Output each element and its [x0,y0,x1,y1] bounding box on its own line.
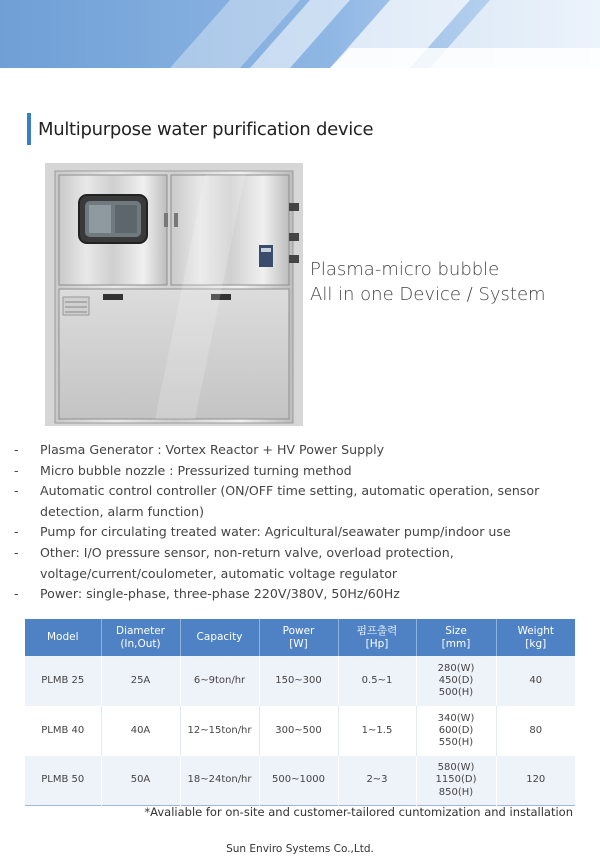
feature-item: - Other: I/O pressure sensor, non-return valve, overload protection, voltage/current/coulometer, automatic voltage regulator [14,544,454,581]
cell-pump: 2~3 [338,756,416,806]
cell-size: 280(W) 450(D) 500(H) [416,656,496,706]
col-header-pump-output: 펌프출력 [Hp] [338,619,416,656]
feature-item: - Micro bubble nozzle : Pressurized turning method [14,462,352,478]
cell-size: 340(W) 600(D) 550(H) [416,706,496,756]
section-title [27,113,373,145]
product-tagline [310,257,546,307]
cell-diameter: 25A [101,656,180,706]
cell-size: 580(W) 1150(D) 850(H) [416,756,496,806]
cell-model: PLMB 50 [25,756,101,806]
col-header-size: Size [mm] [416,619,496,656]
col-header-power: Power [W] [259,619,338,656]
col-header-capacity: Capacity [180,619,259,656]
cell-pump: 0.5~1 [338,656,416,706]
cell-model: PLMB 40 [25,706,101,756]
cell-capacity: 18~24ton/hr [180,756,259,806]
cell-capacity: 6~9ton/hr [180,656,259,706]
table-row [25,756,575,806]
page-title: Multipurpose water purification device [38,118,374,140]
cell-power: 300~500 [259,706,338,756]
col-header-weight: Weight [kg] [496,619,575,656]
cell-diameter: 40A [101,706,180,756]
spec-table [25,619,575,806]
cell-diameter: 50A [101,756,180,806]
title-accent-bar [27,113,31,145]
feature-item: - Automatic control controller (ON/OFF time setting, automatic operation, sensor detection, alarm function) [14,483,540,519]
feature-item: - Pump for circulating treated water: Agricultural/seawater pump/indoor use [14,524,511,540]
cell-weight: 40 [496,656,575,706]
cell-weight: 80 [496,706,575,756]
cell-power: 500~1000 [259,756,338,806]
feature-item: - Power: single-phase, three-phase 220V/380V, 50Hz/60Hz [14,586,400,602]
col-header-diameter: Diameter (In,Out) [101,619,180,656]
table-row [25,706,575,756]
tagline-line-1: Plasma-micro bubble [310,259,500,280]
footnote: *Avaliable for on-site and customer-tailored cuntomization and installation [144,805,573,819]
feature-list [14,440,574,605]
cell-model: PLMB 25 [25,656,101,706]
tagline-line-2: All in one Device / System [310,284,546,305]
header-banner [0,0,600,68]
cell-pump: 1~1.5 [338,706,416,756]
device-photo [45,163,303,426]
cell-capacity: 12~15ton/hr [180,706,259,756]
table-header-row [25,619,575,656]
cell-power: 150~300 [259,656,338,706]
col-header-model: Model [25,619,101,656]
table-row [25,656,575,706]
company-name: Sun Enviro Systems Co.,Ltd. [226,843,374,855]
cell-weight: 120 [496,756,575,806]
feature-item: - Plasma Generator : Vortex Reactor + HV Power Supply [14,442,385,457]
